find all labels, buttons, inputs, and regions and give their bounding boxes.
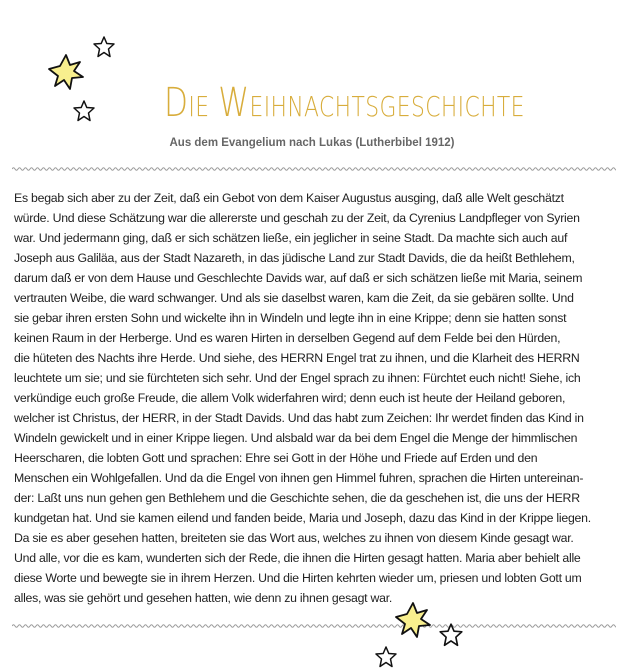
star-yellow-icon [392, 600, 434, 640]
text-line: Da sie es aber gesehen hatten, breiteten sie das Wort aus, welches zu ihnen von diesem Kinde gesagt war. [14, 531, 574, 545]
star-outline-icon [72, 99, 96, 123]
star-outline-icon [438, 622, 464, 648]
text-line: sie gebar ihren ersten Sohn und wickelte ihn in Windeln und legte ihn in eine Krippe; denn sie hatten sonst [14, 311, 567, 325]
text-line: Menschen ein Wohlgefallen. Und da die Engel von ihnen gen Himmel fuhren, sprachen die Hirten untereinan- [14, 471, 584, 485]
story-text [14, 188, 618, 608]
text-line: die hüteten des Nachts ihre Herde. Und siehe, des HERRN Engel trat zu ihnen, und die Klarheit des HERRN [14, 351, 580, 365]
text-line: darum daß er von dem Hause und Geschlechte Davids war, auf daß er sich schätzen ließe mit Maria, seinem [14, 271, 583, 285]
text-line: keinen Raum in der Herberge. Und es waren Hirten in derselben Gegend auf dem Felde bei den Hürden, [14, 331, 561, 345]
title-word-2: Weihnachtsgeschichte [218, 80, 525, 126]
subtitle: Aus dem Evangelium nach Lukas (Lutherbibel 1912) [169, 137, 455, 149]
title-word-1: Die [164, 80, 210, 126]
star-outline-icon [374, 645, 398, 669]
text-line: vertrauten Weibe, die ward schwanger. Und als sie daselbst waren, kam die Zeit, da sie gebären sollte. Und [14, 291, 574, 305]
text-line: diese Worte und bewegte sie in ihrem Herzen. Und die Hirten kehrten wieder um, priesen und lobten Gott um [14, 571, 582, 585]
text-line: alles, was sie gehört und gesehen hatten, wie denn zu ihnen gesagt war. [14, 591, 393, 605]
text-line: Und alle, vor die es kam, wunderten sich der Rede, die ihnen die Hirten gesagt hatten. Maria aber behielt alle [14, 551, 581, 565]
text-line: Heerscharen, die lobten Gott und sprachen: Ehre sei Gott in der Höhe und Friede auf Erden und den [14, 451, 538, 465]
wavy-divider-bottom [12, 622, 616, 630]
star-yellow-icon [46, 52, 86, 92]
star-outline-icon [92, 35, 116, 59]
wavy-divider-top [12, 165, 616, 173]
text-line: welcher ist Christus, der HERR, in der Stadt Davids. Und das habt zum Zeichen: Ihr werdet finden das Kind in [14, 411, 584, 425]
page-title [164, 80, 525, 126]
text-line: verkündige euch große Freude, die allem Volk widerfahren wird; denn euch ist heute der Heiland geboren, [14, 391, 566, 405]
text-line: war. Und jedermann ging, daß er sich schätzen ließe, ein jeglicher in seine Stadt. Da machte sich auch auf [14, 231, 568, 245]
text-line: Es begab sich aber zu der Zeit, daß ein Gebot von dem Kaiser Augustus ausging, daß alle Welt geschätzt [14, 191, 564, 205]
text-line: Joseph aus Galiläa, aus der Stadt Nazareth, in das jüdische Land zur Stadt Davids, die da heißt Bethlehem, [14, 251, 575, 265]
text-line: würde. Und diese Schätzung war die allererste und geschah zu der Zeit, da Cyrenius Landpfleger von Syrien [14, 211, 580, 225]
text-line: leuchtete um sie; und sie fürchteten sich sehr. Und der Engel sprach zu ihnen: Fürchtet euch nicht! Siehe, ich [14, 371, 581, 385]
text-line: Windeln gewickelt und in einer Krippe liegen. Und alsbald war da bei dem Engel die Menge der himmlischen [14, 431, 578, 445]
text-line: kundgetan hat. Und sie kamen eilend und fanden beide, Maria und Joseph, dazu das Kind in der Krippe liegen. [14, 511, 591, 525]
text-line: der: Laßt uns nun gehen gen Bethlehem und die Geschichte sehen, die da geschehen ist, die uns der HERR [14, 491, 580, 505]
